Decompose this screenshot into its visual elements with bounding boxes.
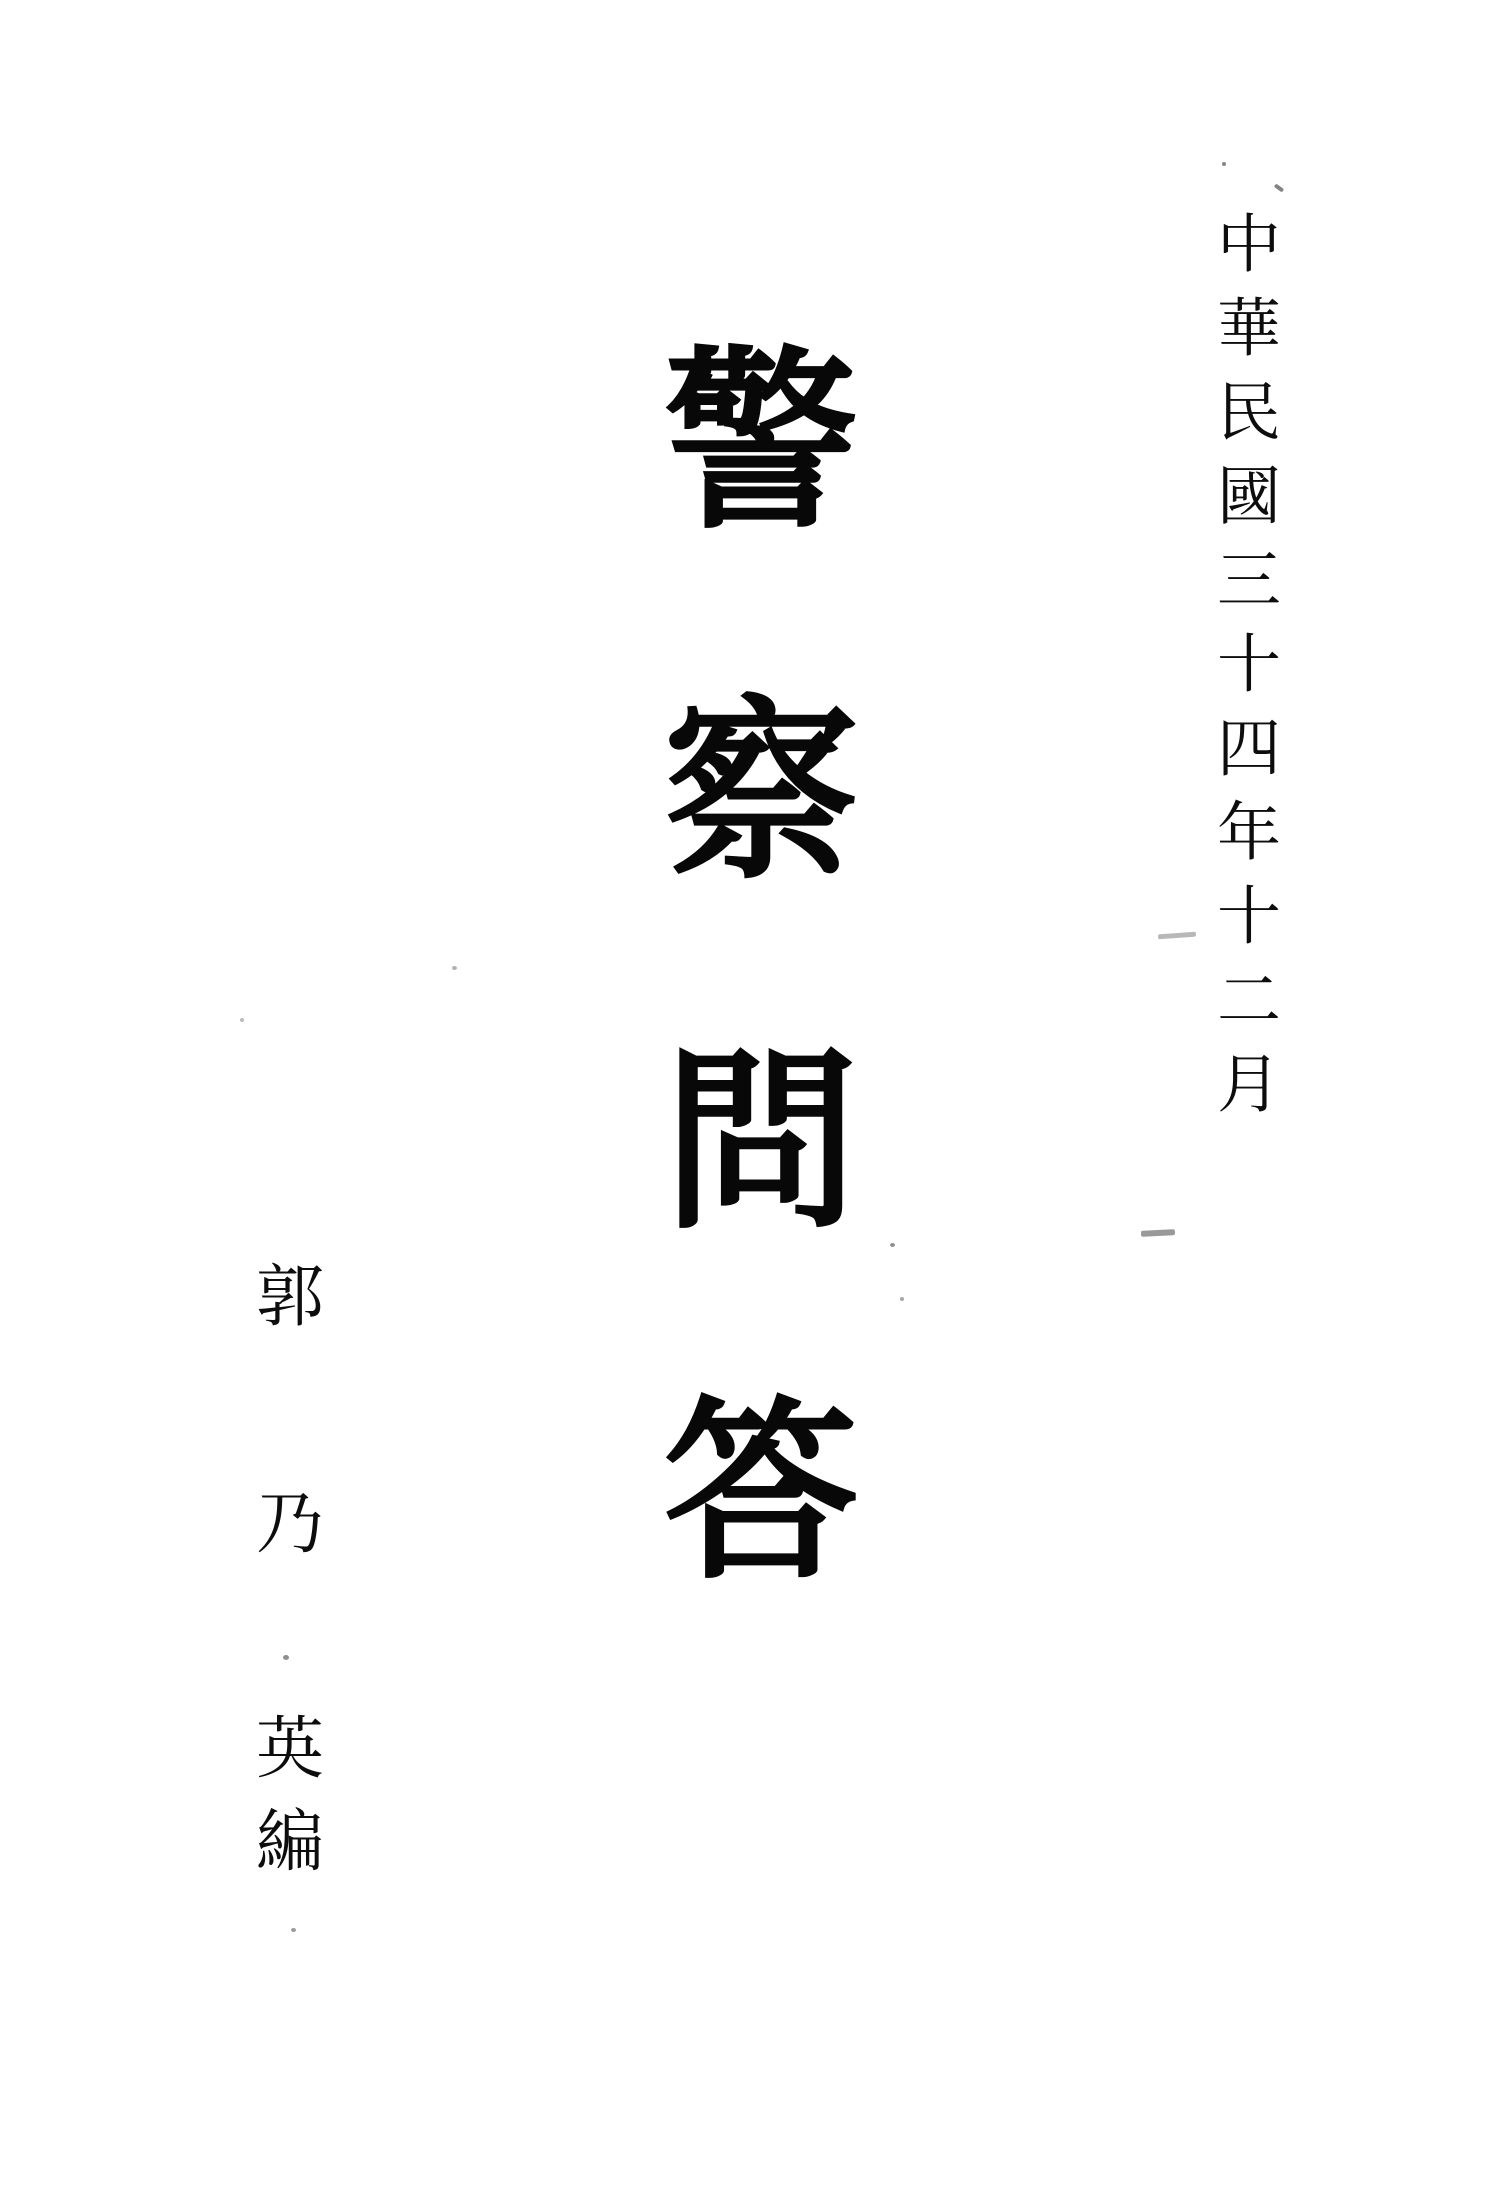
scan-speck (291, 1928, 296, 1932)
scan-speck (1141, 1229, 1175, 1237)
author-char-ying: 英 (255, 1710, 324, 1789)
author-char-guo: 郭 (255, 1258, 324, 1337)
scan-speck (283, 1655, 289, 1660)
book-title: 警察問答 (631, 338, 860, 1738)
scan-speck (452, 966, 457, 970)
author-column (254, 0, 326, 2200)
scan-speck (890, 1243, 895, 1247)
scan-speck (1222, 162, 1226, 166)
scan-speck (240, 1018, 244, 1022)
author-char-nai: 乃 (255, 1485, 324, 1564)
scan-speck (1158, 932, 1196, 940)
scan-speck (1274, 183, 1284, 192)
scan-speck (900, 1297, 904, 1301)
publication-date-column: 中華民國三十四年十二月 (1206, 210, 1280, 1134)
author-char-bian: 編 (255, 1803, 324, 1882)
